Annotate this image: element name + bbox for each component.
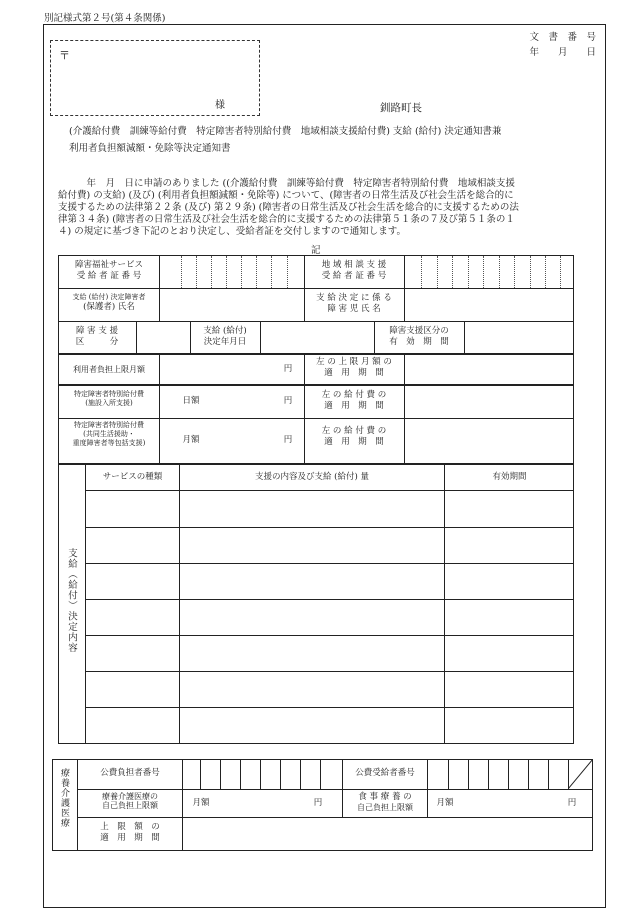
digit-cell [260, 759, 261, 789]
row-divider [86, 490, 574, 491]
r4-mid-label: 左 の 上 限 月 額 の 適 用 期 間 [316, 357, 392, 378]
digit-cell [448, 759, 449, 789]
col-divider [136, 321, 137, 354]
address-box [50, 40, 260, 116]
digit-cell [211, 256, 212, 288]
body-text [58, 178, 596, 238]
col-divider [85, 464, 86, 744]
digit-cell [421, 256, 422, 288]
date-label: 年 月 日 [529, 47, 596, 58]
public-payer-number-label: 公費負担者番号 [100, 768, 160, 778]
col-divider [342, 759, 343, 817]
digit-cell [240, 759, 241, 789]
digit-cell [528, 759, 529, 789]
digit-cell [483, 256, 484, 288]
row-divider [86, 563, 574, 564]
col-divider [190, 321, 191, 354]
r2-mid-label: 支 給 決 定 に 係 る 障 害 児 氏 名 [316, 293, 392, 314]
digit-cell [256, 256, 257, 288]
col-divider [77, 759, 78, 851]
digit-cell [548, 759, 549, 789]
digit-cell [280, 759, 281, 789]
meal-yen: 円 [567, 798, 577, 808]
ki-label: 記 [311, 245, 321, 256]
body-line: 年 月 日に申請のありました ((介護給付費 訓練等給付費 特定障害者特別給付費 地域相談支援 [58, 178, 515, 189]
medical-care-side-label: 療養介護医療 [59, 768, 69, 828]
r6-left-label: 特定障害者特別給付費 (共同生活援助・ 重度障害者等包括支援) [72, 421, 146, 447]
digit-cell [200, 759, 201, 789]
r3-decision-date-label: 支給 (給付) 決定年月日 [203, 326, 247, 347]
digit-cell [499, 256, 500, 288]
title-line-2: 利用者負担額減額・免除等決定通知書 [69, 143, 231, 154]
digit-cell [514, 256, 515, 288]
honorific-sama: 様 [215, 100, 225, 111]
body-line: ４) の規定に基づき下記のとおり決定し、受給者証を交付しますので通知します。 [58, 226, 406, 237]
doc-number-label: 文 書 番 号 [529, 32, 596, 43]
r5-yen: 円 [283, 396, 293, 406]
col-valid-period: 有効期間 [492, 472, 527, 482]
col-divider [260, 321, 261, 354]
diagonal-slash [568, 759, 593, 789]
title-line-1: (介護給付費 訓練等給付費 特定障害者特別給付費 地域相談支援給付費) 支給 (給付) 決定通知書兼 [69, 126, 502, 137]
col-divider [427, 759, 428, 817]
r1-mid-label: 地 域 相 談 支 援 受 給 者 証 番 号 [321, 260, 387, 281]
r6-unit: 月額 [182, 435, 200, 445]
r6-yen: 円 [283, 435, 293, 445]
row-divider [77, 789, 593, 790]
digit-cell [220, 759, 221, 789]
row-divider [86, 527, 574, 528]
row-divider [86, 671, 574, 672]
r3-support-class-label: 障 害 支 援 区 分 [75, 326, 119, 347]
digit-cell [226, 256, 227, 288]
body-line: 律第３４条) (障害者の日常生活及び社会生活を総合的に支援するための法律第５１条の７及び第５１条の１ [58, 214, 515, 225]
digit-cell [530, 256, 531, 288]
r5-left-label: 特定障害者特別給付費 (施設入所支援) [74, 390, 144, 407]
col-divider [159, 255, 160, 321]
col-divider [374, 321, 375, 354]
col-divider [464, 321, 465, 354]
limit-period-label: 上 限 額 の 適 用 期 間 [100, 822, 160, 843]
digit-cell [452, 256, 453, 288]
col-support-content: 支援の内容及び支給 (給付) 量 [254, 472, 370, 482]
col-divider [444, 464, 445, 744]
digit-cell [181, 256, 182, 288]
col-divider [304, 255, 305, 321]
r4-left-label: 利用者負担上限月額 [73, 365, 145, 374]
col-divider [404, 354, 405, 464]
decision-content-table [58, 464, 574, 744]
issuer-name: 釧路町長 [380, 102, 422, 114]
r3-validity-label: 障害支援区分の 有 効 期 間 [389, 326, 449, 347]
digit-cell [508, 759, 509, 789]
medical-yen: 円 [313, 798, 323, 808]
form-header: 別記様式第２号(第４条関係) [44, 13, 166, 24]
row-divider [86, 707, 574, 708]
digit-cell [287, 256, 288, 288]
digit-cell [196, 256, 197, 288]
body-line: 支援するための法律第２２条 (及び) 第２９条) (障害者の日常生活及び社会生活を総合的に支援するための法 [58, 202, 519, 213]
zip-mark: 〒 [59, 49, 70, 62]
row-divider [58, 418, 574, 419]
digit-cell [468, 759, 469, 789]
col-divider [182, 759, 183, 851]
medical-unit: 月額 [192, 798, 210, 808]
r2-left-label: 支給 (給付) 決定障害者 (保護者) 氏名 [72, 293, 146, 312]
row-divider [86, 599, 574, 600]
decision-content-side-label: 支給（給付）決定内容 [66, 548, 77, 653]
row-divider [77, 817, 593, 818]
public-recipient-number-label: 公費受給者番号 [355, 768, 415, 778]
row-divider [86, 635, 574, 636]
col-divider [404, 255, 405, 321]
col-divider [304, 354, 305, 464]
document-number-block [529, 30, 596, 60]
digit-cell [468, 256, 469, 288]
r1-left-label: 障害福祉サービス 受 給 者 証 番 号 [74, 260, 143, 281]
digit-cell [300, 759, 301, 789]
digit-cell [488, 759, 489, 789]
col-divider [159, 354, 160, 464]
digit-cell [437, 256, 438, 288]
r5-unit: 日額 [182, 396, 200, 406]
digit-cell [560, 256, 561, 288]
digit-cell [271, 256, 272, 288]
r6-mid-label: 左 の 給 付 費 の 適 用 期 間 [321, 426, 387, 447]
col-divider [179, 464, 180, 744]
body-line: 給付費) の支給) (及び) (利用者負担額減額・免除等) について、(障害者の日常生活及び社会生活を総合的に [58, 190, 514, 201]
r5-mid-label: 左 の 給 付 費 の 適 用 期 間 [321, 390, 387, 411]
medical-copay-limit-label: 療養介護医療の 自己負担上限額 [102, 792, 158, 810]
meal-copay-limit-label: 食 事 療 養 の 自己負担上限額 [357, 792, 413, 812]
digit-cell [241, 256, 242, 288]
meal-unit: 月額 [436, 798, 454, 808]
row-divider [58, 384, 574, 386]
digit-cell [320, 759, 321, 789]
r4-yen: 円 [283, 364, 293, 374]
row-divider [58, 288, 574, 289]
digit-cell [545, 256, 546, 288]
col-service-type: サービスの種類 [102, 472, 163, 482]
